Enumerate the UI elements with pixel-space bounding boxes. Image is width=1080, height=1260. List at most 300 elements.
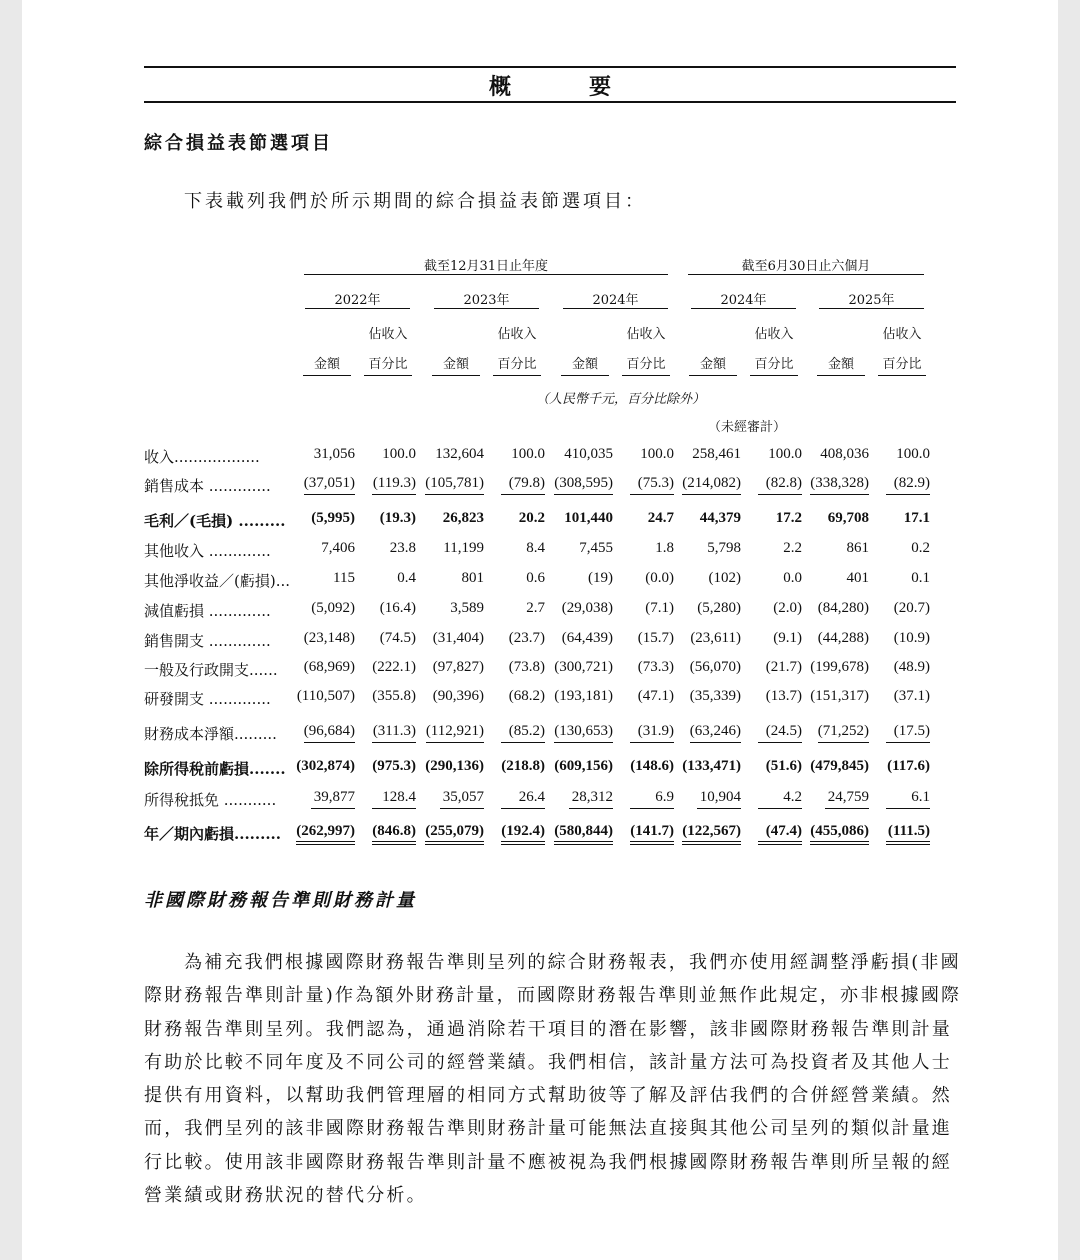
cell-value: 10,904 [697,789,741,809]
amount-cell [462,570,485,587]
cell-value: (119.3) [372,475,416,495]
cell-value: (112,921) [426,723,484,743]
cell-value: 0.0 [783,570,802,586]
percent-cell [509,630,545,647]
amount-cell [820,446,869,463]
cell-value: (37.1) [893,688,930,704]
cell-value: 0.6 [526,570,545,586]
column-header-underline [878,375,926,376]
amount-cell [425,823,484,845]
percent-cell [783,570,802,587]
percent-cell [645,570,674,587]
amount-cell [562,630,613,647]
cell-value: (64,439) [561,630,613,646]
amount-cell [304,659,355,676]
percent-cell [501,475,545,495]
amount-cell [847,540,870,557]
percent-cell [648,510,674,527]
percent-cell [509,688,545,705]
amount-cell [554,659,613,676]
percent-cell [382,446,416,463]
cell-value: (133,471) [682,758,741,774]
non-ifrs-paragraph [144,946,962,1212]
year-underline [819,308,924,309]
cell-value: (130,653) [554,723,613,743]
cell-value: (308,595) [554,475,613,495]
document-page [22,0,1058,1260]
table-row [144,659,956,681]
amount-cell [690,723,741,743]
group-underline-interim [688,274,924,275]
cell-value: 17.1 [903,510,930,526]
cell-value: (75.3) [630,475,674,495]
cell-value: (580,844) [554,823,613,845]
cell-value: 4.2 [758,789,802,809]
cell-value: (68.2) [508,688,545,704]
row-label: 其他淨收益／(虧損)... [144,572,291,590]
year-header: 2024年 [720,293,767,308]
table-row [144,758,956,780]
amount-cell [304,630,355,647]
cell-value: 17.2 [775,510,802,526]
amount-cell [554,758,613,775]
cell-value: (82.8) [758,475,802,495]
pct-header-bottom: 百分比 [882,357,922,372]
amount-cell [847,570,870,587]
percent-cell [758,723,802,743]
pct-header-top: 佔收入 [497,327,537,342]
cell-value: (20.7) [893,600,930,616]
amount-cell [321,540,355,557]
cell-value: (71,252) [818,723,869,743]
row-label: 銷售成本 ............. [144,477,271,495]
row-label: 毛利／(毛損) ......... [144,512,286,530]
cell-value: 801 [461,570,484,586]
row-label: 收入.................. [144,448,260,466]
cell-value: 2.7 [526,600,545,616]
percent-cell [390,540,416,557]
percent-cell [911,540,930,557]
cell-value: 101,440 [564,510,613,526]
amount-cell [554,823,613,845]
amount-cell [697,600,741,617]
cell-value: (97,827) [432,659,484,675]
percent-cell [526,570,545,587]
row-label: 其他收入 ............. [144,542,271,560]
cell-value: (193,181) [554,688,613,704]
group-header-interim: 截至6月30日止六個月 [741,259,871,274]
amount-cell [311,600,355,617]
table-row [144,446,956,468]
year-header: 2024年 [592,293,639,308]
pct-header-top: 佔收入 [626,327,666,342]
cell-value: (5,092) [311,600,355,616]
cell-value: 69,708 [827,510,869,526]
row-label: 研發開支 ............. [144,690,271,708]
column-header-underline [817,375,865,376]
percent-cell [886,823,930,845]
cell-value: 7,406 [321,540,355,556]
percent-cell [886,475,930,495]
cell-value: (2.0) [773,600,802,616]
year-header: 2025年 [848,293,895,308]
amount-cell [564,446,613,463]
amount-cell [810,823,869,845]
cell-value: (609,156) [554,758,613,774]
percent-cell [773,630,802,647]
amount-cell [443,510,484,527]
amount-header: 金額 [313,357,340,372]
cell-value: (31.9) [630,723,674,743]
percent-cell [758,789,802,809]
amount-cell [588,570,613,587]
section-intro: 下表載列我們於所示期間的綜合損益表節選項目： [184,191,646,212]
cell-value: (5,995) [311,510,355,526]
amount-cell [579,540,613,557]
cell-value: (24.5) [758,723,802,743]
percent-cell [372,789,416,809]
amount-cell [692,446,741,463]
cell-value: (9.1) [773,630,802,646]
percent-cell [655,540,674,557]
group-header-annual: 截至12月31日止年度 [423,259,549,274]
cell-value: 44,379 [699,510,741,526]
cell-value: (151,317) [810,688,869,704]
cell-value: 408,036 [820,446,869,462]
amount-header: 金額 [442,357,469,372]
percent-cell [904,510,930,527]
percent-cell [630,475,674,495]
table-row [144,510,956,532]
cell-value: (338,328) [810,475,869,495]
cell-value: (56,070) [689,659,741,675]
cell-value: 23.8 [389,540,416,556]
table-row [144,688,956,710]
cell-value: 26,823 [442,510,484,526]
amount-cell [562,600,613,617]
amount-cell [690,630,741,647]
cell-value: 861 [846,540,869,556]
row-label: 除所得稅前虧損....... [144,760,286,778]
amount-cell [569,789,613,809]
cell-value: (82.9) [886,475,930,495]
page-title: 概 要 [488,74,639,100]
cell-value: (73.8) [508,659,545,675]
cell-value: (262,997) [296,823,355,845]
cell-value: (214,082) [682,475,741,495]
cell-value: (5,280) [697,600,741,616]
table-row [144,823,956,845]
percent-cell [511,446,545,463]
percent-cell [630,823,674,845]
group-underline-annual [304,274,668,275]
cell-value: (13.7) [765,688,802,704]
cell-value: 401 [846,570,869,586]
cell-value: (23,611) [690,630,741,646]
amount-cell [425,475,484,495]
cell-value: (84,280) [817,600,869,616]
cell-value: 26.4 [501,789,545,809]
pct-header-bottom: 百分比 [368,357,408,372]
amount-cell [810,475,869,495]
table-row [144,540,956,562]
row-label: 所得稅抵免 ........... [144,791,277,809]
percent-cell [397,570,416,587]
cell-value: 20.2 [518,510,545,526]
cell-value: (479,845) [810,758,869,774]
cell-value: 39,877 [311,789,355,809]
percent-cell [638,659,674,676]
amount-cell [682,758,741,775]
cell-value: (17.5) [886,723,930,743]
cell-value: 128.4 [372,789,416,809]
amount-cell [554,723,613,743]
amount-cell [296,823,355,845]
amount-header: 金額 [699,357,726,372]
cell-value: 24.7 [647,510,674,526]
amount-header: 金額 [827,357,854,372]
cell-value: (47.4) [758,823,802,845]
cell-value: (19.3) [379,510,416,526]
column-header-underline [622,375,670,376]
cell-value: (15.7) [637,630,674,646]
amount-cell [304,723,355,743]
cell-value: (48.9) [893,659,930,675]
cell-value: (122,567) [682,823,741,845]
percent-cell [758,823,802,845]
percent-cell [372,475,416,495]
cell-value: 24,759 [825,789,869,809]
cell-value: (90,396) [432,688,484,704]
row-label: 年／期內虧損......... [144,825,282,843]
cell-value: 100.0 [511,446,545,462]
cell-value: (110,507) [296,688,355,704]
column-header-underline [303,375,351,376]
pct-header-top: 佔收入 [882,327,922,342]
percent-cell [640,446,674,463]
percent-cell [509,659,545,676]
amount-cell [818,630,869,647]
cell-value: (44,288) [817,630,869,646]
amount-cell [440,789,484,809]
amount-cell [554,688,613,705]
cell-value: 35,057 [440,789,484,809]
cell-value: (16.4) [379,600,416,616]
cell-value: (311.3) [372,723,416,743]
percent-cell [894,630,930,647]
year-header: 2022年 [334,293,381,308]
cell-value: 0.1 [911,570,930,586]
cell-value: 100.0 [896,446,930,462]
cell-value: 100.0 [382,446,416,462]
percent-cell [519,510,545,527]
percent-cell [773,600,802,617]
percent-cell [766,688,802,705]
amount-cell [810,688,869,705]
cell-value: (199,678) [810,659,869,675]
unaudited-note: （未經審計） [708,420,787,435]
cell-value: (141.7) [630,823,674,845]
cell-value: 31,056 [313,446,355,462]
year-underline [434,308,539,309]
cell-value: (85.2) [501,723,545,743]
cell-value: 3,589 [450,600,484,616]
percent-cell [886,723,930,743]
cell-value: (23.7) [508,630,545,646]
cell-value: (255,079) [425,823,484,845]
amount-cell [296,758,355,775]
amount-cell [426,723,484,743]
percent-cell [776,510,802,527]
cell-value: (455,086) [810,823,869,845]
cell-value: (51.6) [765,758,802,774]
cell-value: (74.5) [379,630,416,646]
pct-header-top: 佔收入 [368,327,408,342]
amount-cell [700,510,741,527]
table-row [144,789,956,811]
pct-header-bottom: 百分比 [497,357,537,372]
percent-cell [783,540,802,557]
pct-header-top: 佔收入 [754,327,794,342]
percent-cell [501,789,545,809]
cell-value: 132,604 [435,446,484,462]
amount-header: 金額 [571,357,598,372]
amount-cell [682,823,741,845]
cell-value: 8.4 [526,540,545,556]
percent-cell [766,758,802,775]
percent-cell [768,446,802,463]
amount-cell [425,758,484,775]
cell-value: (846.8) [372,823,416,845]
cell-value: 1.8 [655,540,674,556]
percent-cell [380,510,416,527]
table-row [144,570,956,592]
header-bottom-rule [144,101,956,103]
amount-cell [682,475,741,495]
amount-cell [828,510,869,527]
row-label: 一般及行政開支...... [144,661,278,679]
row-label: 銷售開支 ............. [144,632,271,650]
cell-value: 0.2 [911,540,930,556]
percent-cell [630,723,674,743]
percent-cell [372,758,416,775]
amount-cell [433,630,484,647]
amount-cell [810,659,869,676]
amount-cell [433,688,484,705]
amount-cell [297,688,355,705]
column-header-underline [561,375,609,376]
amount-cell [709,570,742,587]
percent-cell [887,758,930,775]
amount-cell [707,540,741,557]
cell-value: 258,461 [692,446,741,462]
percent-cell [894,688,930,705]
year-underline [691,308,796,309]
cell-value: (355.8) [372,688,416,704]
amount-cell [304,475,355,495]
percent-cell [638,630,674,647]
column-header-underline [432,375,480,376]
cell-value: 100.0 [768,446,802,462]
cell-value: 2.2 [783,540,802,556]
percent-cell [766,659,802,676]
cell-value: 28,312 [569,789,613,809]
currency-note: （人民幣千元，百分比除外） [536,392,706,407]
cell-value: 0.4 [397,570,416,586]
cell-value: 11,199 [443,540,484,556]
amount-cell [564,510,613,527]
amount-cell [450,600,484,617]
cell-value: (117.6) [887,758,930,774]
amount-cell [690,659,741,676]
cell-value: 115 [333,570,355,586]
percent-cell [501,823,545,845]
table-row [144,600,956,622]
cell-value: (35,339) [689,688,741,704]
percent-cell [911,570,930,587]
amount-cell [433,659,484,676]
amount-cell [554,475,613,495]
cell-value: (105,781) [425,475,484,495]
percent-cell [372,723,416,743]
cell-value: (73.3) [637,659,674,675]
percent-cell [896,446,930,463]
cell-value: 7,455 [579,540,613,556]
percent-cell [501,758,545,775]
section-heading-non-ifrs: 非國際財務報告準則財務計量 [144,890,417,911]
percent-cell [645,600,674,617]
cell-value: (63,246) [690,723,741,743]
year-underline [305,308,410,309]
percent-cell [380,630,416,647]
pct-header-bottom: 百分比 [754,357,794,372]
column-header-underline [364,375,412,376]
cell-value: (68,969) [303,659,355,675]
cell-value: (102) [708,570,741,586]
column-header-underline [750,375,798,376]
amount-cell [690,688,741,705]
section-heading-income-statement: 綜合損益表節選項目 [144,133,333,154]
cell-value: (47.1) [637,688,674,704]
cell-value: 410,035 [564,446,613,462]
header-top-rule [144,66,956,68]
cell-value: (222.1) [372,659,416,675]
percent-cell [372,688,416,705]
cell-value: (975.3) [372,758,416,774]
percent-cell [630,758,674,775]
amount-cell [333,570,355,587]
cell-value: (300,721) [554,659,613,675]
column-header-underline [689,375,737,376]
amount-cell [818,723,869,743]
percent-cell [526,600,545,617]
year-underline [563,308,668,309]
percent-cell [526,540,545,557]
cell-value: 6.1 [886,789,930,809]
cell-value: (10.9) [893,630,930,646]
percent-cell [630,789,674,809]
row-label: 財務成本淨額......... [144,725,277,743]
cell-value: (29,038) [561,600,613,616]
cell-value: 5,798 [707,540,741,556]
column-header-underline [493,375,541,376]
amount-cell [818,600,869,617]
percent-cell [501,723,545,743]
paragraph-text: 為補充我們根據國際財務報告準則呈列的綜合財務報表，我們亦使用經調整淨虧損(非國際財務報告準則計量)作為額外財務計量，而國際財務報告準則並無作此規定，亦非根據國際財務報告準則呈列。我們認為，通過消除若干項目的潛在影響，該非國際財務報告準則計量有助於比較不同年度及不同公司的經營業績。我們相信，該計量方法可為投資者及其他人士提供有用資料，以幫助我們管理層的相同方式幫助彼等了解及評估我們的合併經營業績。然而，我們呈列的該非國際財務報告準則財務計量可能無法直接與其他公司呈列的類似計量進行比較。使用該非國際財務報告準則計量不應被視為我們根據國際財務報告準則所呈報的經營業績或財務狀況的替代分析。 [144,952,962,1207]
amount-cell [697,789,741,809]
table-row [144,630,956,652]
cell-value: 100.0 [640,446,674,462]
